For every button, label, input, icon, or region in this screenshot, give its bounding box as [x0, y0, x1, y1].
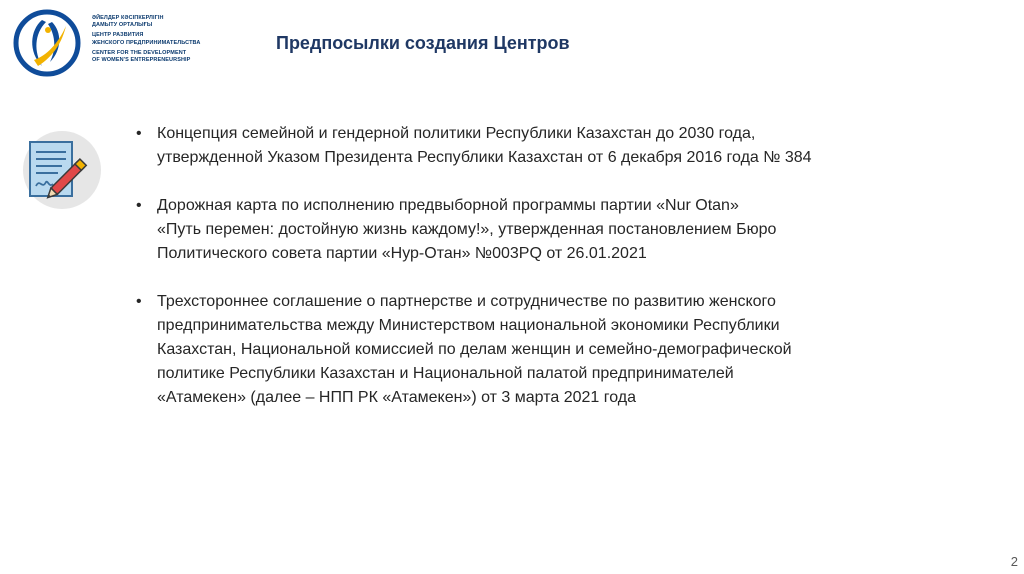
list-item: [136, 290, 956, 410]
logo-line: ЦЕНТР РАЗВИТИЯ: [92, 32, 144, 39]
logo-line: ӘЙЕЛДЕР КӘСІПКЕРЛІГІН: [92, 15, 164, 21]
list-item-text: утвержденной Указом Президента Республики Казахстан от 6 декабря 2016 года № 384: [157, 149, 812, 166]
list-item-text: политике Республики Казахстан и Национальной палатой предпринимателей: [157, 365, 734, 382]
list-item-text: Политического совета партии «Нур-Отан» №003PQ от 26.01.2021: [157, 245, 647, 262]
list-item: [136, 122, 956, 170]
logo-line: OF WOMEN'S ENTREPRENEURSHIP: [92, 57, 191, 64]
bullet-marker: •: [136, 125, 142, 142]
page-number: 2: [1010, 554, 1018, 569]
bullet-list: [136, 122, 956, 434]
document-pen-icon: [22, 130, 102, 210]
logo-text: [92, 15, 242, 64]
list-item-text: «Атамекен» (далее – НПП РК «Атамекен») от 3 марта 2021 года: [157, 389, 636, 406]
bullet-marker: •: [136, 293, 142, 310]
logo-line: ЖЕНСКОГО ПРЕДПРИНИМАТЕЛЬСТВА: [92, 39, 201, 46]
cdwe-logo-icon: [12, 8, 82, 78]
list-item: [136, 194, 956, 266]
page-title: Предпосылки создания Центров: [276, 33, 570, 53]
logo-line: CENTER FOR THE DEVELOPMENT: [92, 49, 187, 56]
list-item-text: Концепция семейной и гендерной политики Республики Казахстан до 2030 года,: [157, 125, 756, 142]
bullet-marker: •: [136, 197, 142, 214]
list-item-text: Трехстороннее соглашение о партнерстве и сотрудничестве по развитию женского: [157, 293, 776, 310]
list-item-text: «Путь перемен: достойную жизнь каждому!», утвержденная постановлением Бюро: [157, 221, 777, 238]
list-item-text: предпринимательства между Министерством национальной экономики Республики: [157, 317, 780, 334]
list-item-text: Дорожная карта по исполнению предвыборной программы партии «Nur Otan»: [157, 197, 739, 214]
logo-line: ДАМЫТУ ОРТАЛЫҒЫ: [92, 22, 153, 29]
list-item-text: Казахстан, Национальной комиссией по делам женщин и семейно-демографической: [157, 341, 792, 358]
